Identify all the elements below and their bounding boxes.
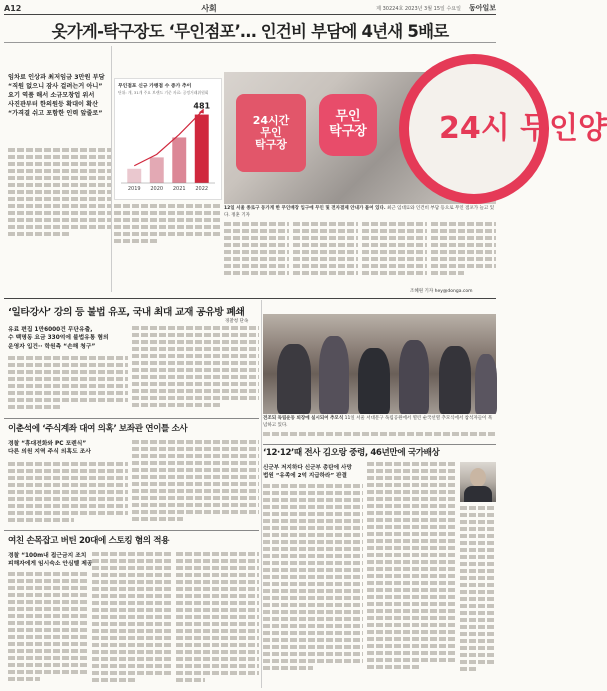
lead-line: 임차료 인상과 최저임금 3만원 부담	[8, 74, 105, 81]
page-number: A12	[4, 3, 22, 13]
chart-bar-2020	[150, 157, 164, 183]
article-rule	[263, 444, 496, 445]
article3-lead	[8, 440, 128, 457]
lead-line: 경찰 “휴대전화와 PC 포렌식”	[8, 441, 87, 447]
chart-bar-2019	[127, 169, 141, 183]
photo2-caption-cont	[263, 432, 496, 442]
newspaper-name: 동아일보	[468, 4, 496, 12]
issue-meta: 제 30224호 2023년 3월 15일 수요일	[376, 5, 461, 12]
lead-line: “직원 없으니 잠사 걸려는거 아니”	[8, 82, 103, 90]
article-body-col1	[8, 148, 112, 244]
page-header	[4, 2, 496, 14]
sign-text: 무인	[260, 125, 282, 139]
big-sign-text: 24시 무인양	[439, 111, 607, 146]
store-photo	[224, 72, 607, 204]
article5-body-col3	[176, 552, 259, 684]
article-rule	[4, 418, 259, 419]
article5-headline: 여친 손목잡고 버틴 20대에 스토킹 혐의 적용	[8, 536, 170, 546]
attendee-figure	[277, 344, 311, 414]
caption-bold: 전조되 독립운동 퇴장에 실시되어 추모식	[263, 416, 344, 421]
attendee-figure	[399, 340, 429, 414]
lead-line: 경찰 “100m내 접근금지 조치	[8, 553, 87, 559]
sign-text: 탁구장	[255, 138, 287, 152]
lead-line: 운영자 입건·· 학원측 “손해 청구”	[8, 343, 96, 350]
attendee-figure	[439, 346, 471, 414]
header-rule	[4, 14, 496, 15]
portrait-photo	[460, 462, 496, 502]
article4-body-col2	[367, 462, 457, 684]
lead-line: 수 백명동 요금 330억에 불법유통 혐의	[8, 335, 109, 342]
table-tennis-sign	[319, 94, 377, 156]
portrait-suit	[464, 486, 492, 502]
chart-subtitle: 단위: 개, 31개 주요 브랜드 기준 자료: 공정거래위원회	[118, 90, 209, 95]
chart-svg	[115, 97, 221, 197]
portrait-face	[470, 468, 486, 487]
chart-data-label: 481	[193, 101, 211, 111]
article4-body-col1	[263, 484, 363, 684]
sign-text: 무인	[335, 109, 361, 125]
article4-lead	[263, 464, 383, 480]
caption-text: 최근 임대료와 인건비 부담 등으로 무인 점포가 늘고 있다. 정훈 기자	[224, 206, 495, 218]
article4-body-col3	[460, 506, 496, 684]
lead-line: 다른 의원 지역 주식 의혹도 조사	[8, 449, 91, 456]
chart-trend-line	[134, 112, 202, 166]
article-rule	[4, 530, 259, 531]
photo2-caption	[263, 416, 496, 430]
caption-text: 11일 서울 서대문구 독립공원에서 열린 순국선열 추모식에서 참석자들이 묵념하고 있다.	[263, 416, 493, 428]
chart-bar-2021	[172, 137, 186, 183]
lead-line: 요기 역품 해서 소규모창업 위서	[8, 91, 95, 99]
attendee-figure	[358, 348, 390, 414]
article4-headline: ‘12·12’때 전사 김오랑 중령, 46년만에 국가배상	[263, 448, 440, 458]
chart	[114, 78, 222, 200]
chart-title: 무인점포 신규 가맹점 수 증가 추이	[118, 84, 192, 89]
section-rule	[4, 298, 496, 299]
article3-body-col2	[132, 440, 259, 528]
chart-tick-label: 2020	[150, 186, 164, 192]
section-name: 사회	[201, 3, 217, 13]
article3-body-col1	[8, 462, 128, 526]
chart-tick-label: 2022	[195, 186, 209, 192]
big-round-sign	[399, 54, 607, 204]
lead-line: “가격결 쉬고 포함한 인력 앞줄로”	[8, 109, 103, 117]
chart-tick-label: 2019	[127, 186, 141, 192]
unmanned-store-sign	[236, 94, 306, 172]
article5-body-col1	[8, 572, 88, 684]
sign-text: 24시간	[252, 113, 290, 127]
chart-tick-label: 2021	[172, 186, 186, 192]
article-body-col3	[224, 222, 496, 286]
chart-bar-2022	[195, 115, 209, 183]
column-divider	[111, 46, 112, 292]
lead-line: 피해자에게 임시숙소 안심벨 제공	[8, 561, 93, 568]
article2-body-col2	[132, 326, 259, 414]
lead-line: 유료 편집 1만6000건 무단유출,	[8, 327, 93, 333]
article3-headline: 이춘석에 ‘주식계좌 대여 의혹’ 보좌관 연이틀 소사	[8, 424, 188, 434]
lead-line: 사진관부터 한의원등 확대이 확산	[8, 100, 99, 108]
column-divider	[261, 300, 262, 688]
article2-headline: ‘일타강사’ 강의 등 불법 유포, 국내 최대 교재 공유방 폐쇄	[8, 307, 245, 318]
memorial-photo	[263, 314, 496, 414]
article5-body-col2	[92, 552, 172, 684]
attendee-figure	[319, 336, 349, 414]
caption-bold: 12일 서울 종로구 동가게 한 무인매장 입구에 무인 및 전자결제 안내가 붙어 있다.	[224, 206, 386, 211]
main-headline: 옷가게-탁구장도 ‘무인점포’… 인건비 부담에 4년새 5배로	[51, 22, 449, 41]
lead-line: 법원 “유족에 2억 지급하라” 판결	[263, 473, 347, 480]
sign-text: 탁구장	[329, 124, 367, 139]
lead-line: 신군부 저지하다 신군부 총탄에 사망	[263, 465, 352, 471]
article2-lead	[8, 326, 128, 351]
footer-byline: 조혜원 기자 hey@donga.com	[410, 289, 473, 294]
article-body-col2	[114, 204, 222, 244]
attendee-figure	[475, 354, 497, 414]
photo-caption	[224, 206, 496, 220]
article2-byline: 경찰청 단속	[225, 319, 249, 324]
lead-bullets	[8, 74, 112, 119]
headline-rule	[4, 42, 496, 43]
article2-body-col1	[8, 356, 128, 412]
